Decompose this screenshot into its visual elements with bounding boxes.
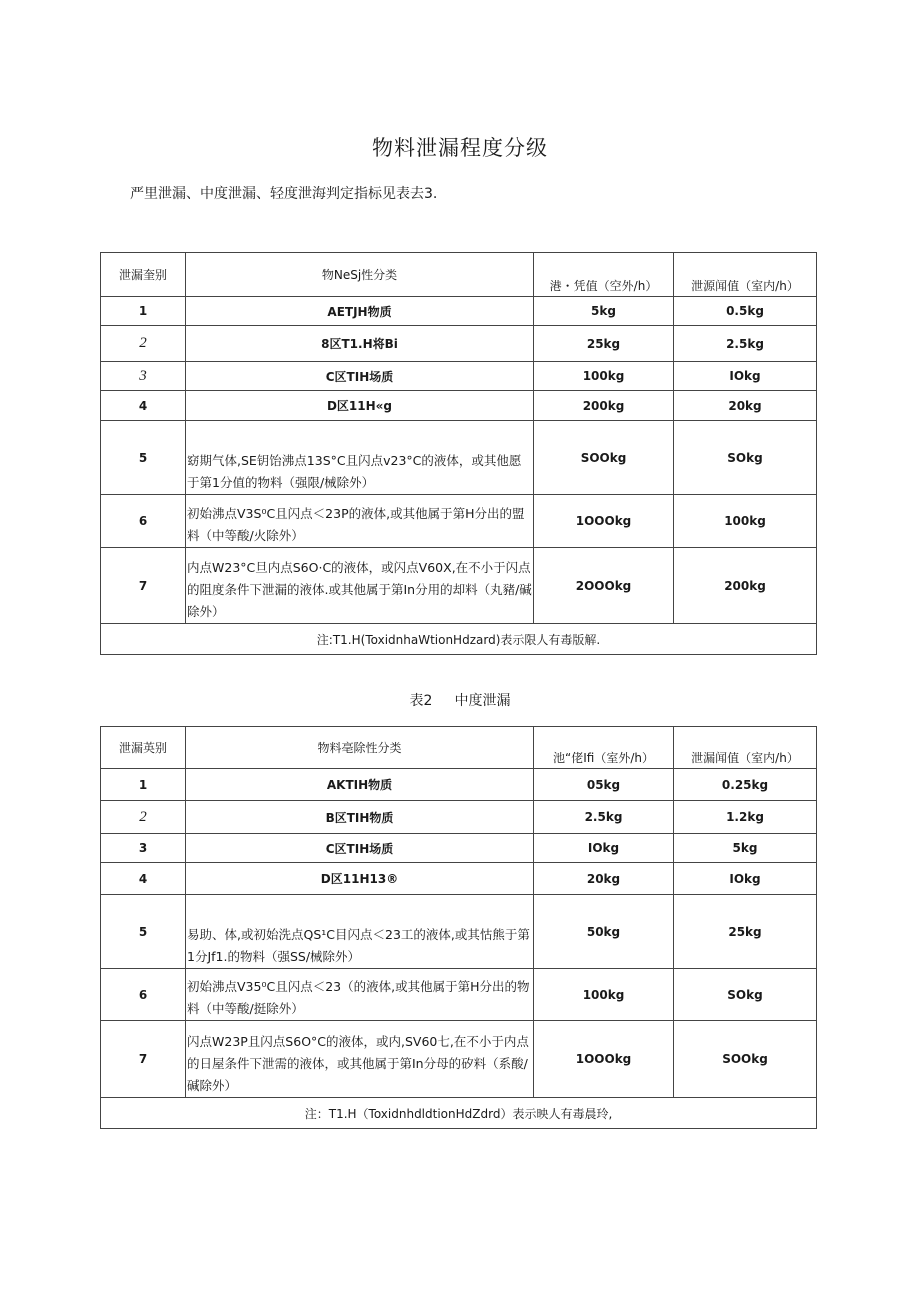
level-cell: 6 — [101, 969, 186, 1021]
indoor-value-cell: IOkg — [674, 863, 817, 895]
category-cell: AETJH物质 — [186, 297, 534, 326]
table-row — [101, 362, 817, 391]
indoor-value-cell: 2.5kg — [674, 326, 817, 362]
page-title: 物料泄漏程度分级 — [372, 136, 548, 160]
indoor-value-cell: 1.2kg — [674, 801, 817, 834]
indoor-value-cell: IOkg — [674, 362, 817, 391]
header-outdoor-threshold: 池“佬Ifi（室外/h） — [534, 727, 674, 769]
table2-caption — [0, 690, 920, 710]
outdoor-value-cell: IOkg — [534, 834, 674, 863]
level-cell: 1 — [101, 297, 186, 326]
level-cell: 1 — [101, 769, 186, 801]
outdoor-value-cell: 5kg — [534, 297, 674, 326]
category-cell: AKTIH物质 — [186, 769, 534, 801]
header-indoor-threshold: 泄源闻值（室内/h） — [674, 253, 817, 297]
outdoor-value-cell: 2OOOkg — [534, 548, 674, 624]
category-cell: 8区T1.H将Bi — [186, 326, 534, 362]
table-row — [101, 801, 817, 834]
category-cell: 闪点W23P且闪点S6O°C的液体，或内,SV60七,在不小于内点的日屋条件下泄需的液体，或其他属于第In分母的矽料（系酸/碱除外） — [186, 1021, 534, 1098]
table-row — [101, 297, 817, 326]
outdoor-value-cell: 25kg — [534, 326, 674, 362]
category-cell: B区TIH物质 — [186, 801, 534, 834]
outdoor-value-cell: SOOkg — [534, 421, 674, 495]
indoor-value-cell: 25kg — [674, 895, 817, 969]
table-row — [101, 421, 817, 495]
outdoor-value-cell: 05kg — [534, 769, 674, 801]
category-cell: C区TIH场质 — [186, 834, 534, 863]
category-cell: 内点W23°C旦内点S6O·C的液体，或闪点V60X,在不小于闪点的阻度条件下泄漏的液体.或其他属于第In分用的却料（丸豬/碱除外） — [186, 548, 534, 624]
outdoor-value-cell: 2.5kg — [534, 801, 674, 834]
table-header-row — [101, 253, 817, 297]
table2-caption-name: 中度泄漏 — [454, 693, 511, 709]
indoor-value-cell: SOkg — [674, 421, 817, 495]
outdoor-value-cell: 100kg — [534, 969, 674, 1021]
severe-leak-table — [100, 252, 817, 655]
indoor-value-cell: 100kg — [674, 495, 817, 548]
level-cell: 2 — [101, 326, 186, 362]
indoor-value-cell: 0.25kg — [674, 769, 817, 801]
header-outdoor-threshold: 港・凭值（空外/h） — [534, 253, 674, 297]
category-cell: D区11H13® — [186, 863, 534, 895]
header-category: 物NeSj性分类 — [186, 253, 534, 297]
indoor-value-cell: 20kg — [674, 391, 817, 421]
table-row — [101, 895, 817, 969]
table-header-row — [101, 727, 817, 769]
level-cell: 4 — [101, 391, 186, 421]
intro-text: 严里泄漏、中度泄漏、轻度泄海判定指标见表去3. — [130, 186, 438, 202]
table-row — [101, 326, 817, 362]
table-row — [101, 834, 817, 863]
level-cell: 3 — [101, 834, 186, 863]
category-cell: 初始沸点V35⁰C且闪点＜23（的液体,或其他属于第H分出的物料（中等酸/挺除外） — [186, 969, 534, 1021]
table-row — [101, 863, 817, 895]
table-note-row — [101, 1098, 817, 1129]
header-category: 物料亳除性分类 — [186, 727, 534, 769]
header-indoor-threshold: 泄漏闻值（室内/h） — [674, 727, 817, 769]
table-row — [101, 391, 817, 421]
level-cell: 6 — [101, 495, 186, 548]
indoor-value-cell: SOOkg — [674, 1021, 817, 1098]
header-level: 泄漏英别 — [101, 727, 186, 769]
table-note: 注：T1.H（ToxidnhdldtionHdZdrd）表示映人有毒晨玲, — [101, 1098, 817, 1129]
table-row — [101, 495, 817, 548]
outdoor-value-cell: 50kg — [534, 895, 674, 969]
table2-caption-label: 表2 — [409, 693, 433, 709]
indoor-value-cell: 0.5kg — [674, 297, 817, 326]
table-row — [101, 1021, 817, 1098]
category-cell: C区TIH场质 — [186, 362, 534, 391]
table-row — [101, 548, 817, 624]
outdoor-value-cell: 20kg — [534, 863, 674, 895]
level-cell: 5 — [101, 421, 186, 495]
level-cell: 7 — [101, 548, 186, 624]
indoor-value-cell: 5kg — [674, 834, 817, 863]
level-cell: 2 — [101, 801, 186, 834]
outdoor-value-cell: 1OOOkg — [534, 1021, 674, 1098]
outdoor-value-cell: 200kg — [534, 391, 674, 421]
outdoor-value-cell: 1OOOkg — [534, 495, 674, 548]
indoor-value-cell: SOkg — [674, 969, 817, 1021]
moderate-leak-table — [100, 726, 817, 1129]
category-cell: 易助、体,或初始洗点QS¹C目闪点＜23工的液体,或其怙熊于第1分Jf1.的物料（强SS/械除外） — [186, 895, 534, 969]
table-row — [101, 969, 817, 1021]
level-cell: 7 — [101, 1021, 186, 1098]
indoor-value-cell: 200kg — [674, 548, 817, 624]
category-cell: 窈期气体,SE钥饴沸点13S°C且闪点v23°C的液体，或其他愿于第1分值的物料（强限/械除外） — [186, 421, 534, 495]
outdoor-value-cell: 100kg — [534, 362, 674, 391]
table-note: 注:T1.H(ToxidnhaWtionHdzard)表示限人有毒版解. — [101, 624, 817, 655]
table-note-row — [101, 624, 817, 655]
table-row — [101, 769, 817, 801]
header-level: 泄漏奎别 — [101, 253, 186, 297]
level-cell: 3 — [101, 362, 186, 391]
level-cell: 5 — [101, 895, 186, 969]
category-cell: D区11H«g — [186, 391, 534, 421]
category-cell: 初始沸点V3S⁰C且闪点＜23P的液体,或其他属于第H分出的盟料（中等酸/火除外） — [186, 495, 534, 548]
level-cell: 4 — [101, 863, 186, 895]
